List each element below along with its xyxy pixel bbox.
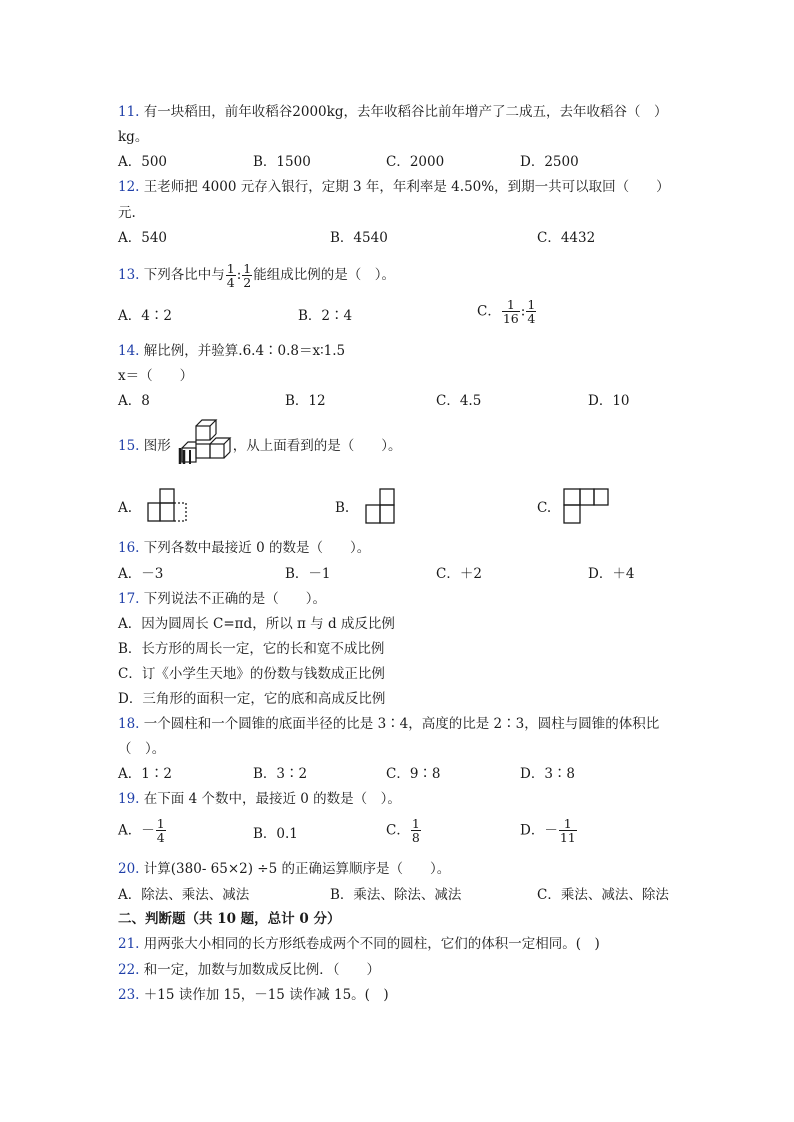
option-d: D．－ $\frac{1}{11}$ [520,816,576,845]
option-b: B．12 [285,393,326,409]
option-c: C．9∶8 [386,766,441,782]
question-text: 和一定，加数与加数成反比例．（ ） [143,962,381,978]
option-a: A．8 [118,393,150,409]
option-a: A．540 [118,230,168,246]
question-23 [118,986,389,1004]
question-number: 15. [118,438,140,454]
question-number: 14. [118,343,140,359]
question-continuation: x＝（ ） [118,368,194,384]
question-18 [118,715,659,733]
option-b: B．4540 [330,230,388,246]
option-b: B．2∶4 [298,308,353,324]
fraction: $\frac{1}{2}$ [243,261,252,290]
question-number: 13. [118,267,140,283]
question-number: 21. [118,936,140,952]
question-text: 计算(380- 65×2) ÷5 的正确运算顺序是（ ）。 [143,861,451,877]
option-b: B．0.1 [253,826,298,842]
option-c: C. [537,500,552,516]
fraction: $\frac{1}{4}$ [527,297,536,326]
option-d: D．三角形的面积一定，它的底和高成反比例 [118,691,386,707]
question-text: 下列各比中与 [143,267,225,283]
question-text: 在下面 4 个数中，最接近 0 的数是（ ）。 [143,791,401,807]
question-text: 下列说法不正确的是（ ）。 [143,591,327,607]
question-14 [118,342,345,360]
question-16 [118,539,370,557]
option-d: D．3∶8 [520,766,576,782]
fraction: $\frac{1}{11}$ [559,816,576,845]
question-number: 12. [118,179,140,195]
option-c: C．乘法、减法、除法 [537,887,669,903]
option-c: C． $\frac{1}{8}$ [386,816,420,845]
option-d: D．2500 [520,154,579,170]
ratio-colon: : [236,267,242,283]
question-text: 能组成比例的是（ ）。 [253,267,395,283]
option-b: B．乘法、除法、减法 [330,887,462,903]
question-text: 王老师把 4000 元存入银行，定期 3 年，年利率是 4.50%，到期一共可以取回（ ） [143,179,670,195]
question-number: 16. [118,540,140,556]
question-continuation: kg。 [118,129,149,145]
question-number: 23. [118,987,140,1003]
option-b: B．长方形的周长一定，它的长和宽不成比例 [118,641,385,657]
cube-stack-figure [174,418,236,470]
question-text: 下列各数中最接近 0 的数是（ ）。 [143,540,371,556]
question-21 [118,935,600,953]
option-a: A．因为圆周长 C=πd，所以 π 与 d 成反比例 [118,616,395,632]
question-12 [118,178,670,196]
option-c: C．订《小学生天地》的份数与钱数成正比例 [118,666,385,682]
option-a: A. [118,500,133,516]
question-number: 17. [118,591,140,607]
option-a: A．1∶2 [118,766,172,782]
top-view-c [562,487,614,527]
question-number: 19. [118,791,140,807]
option-c: C．2000 [386,154,445,170]
option-a: A．除法、乘法、减法 [118,887,250,903]
option-a: A．－ $\frac{1}{4}$ [118,816,165,845]
option-a: A．500 [118,154,168,170]
question-number: 18. [118,716,140,732]
question-text: 解比例，并验算.6.4∶0.8＝x∶1.5 [143,343,346,359]
option-a: A．4∶2 [118,308,172,324]
option-d: D．＋4 [588,566,635,582]
question-continuation: 元. [118,205,136,221]
top-view-b [364,487,398,527]
option-b: B. [335,500,350,516]
question-15 [118,437,402,455]
question-number: 11. [118,104,140,120]
option-c: C． $\frac{1}{16}$ : $\frac{1}{4}$ [477,297,536,326]
option-b: B．1500 [253,154,311,170]
question-text: ＋15 读作加 15，－15 读作减 15。( ) [143,987,389,1003]
fraction: $\frac{1}{16}$ [502,297,519,326]
question-number: 20. [118,861,140,877]
top-view-a [146,487,190,525]
question-11 [118,103,667,121]
question-22 [118,961,380,979]
fraction: $\frac{1}{4}$ [156,816,165,845]
option-d: D．10 [588,393,630,409]
fraction: $\frac{1}{4}$ [226,261,235,290]
question-number: 22. [118,962,140,978]
question-20 [118,860,450,878]
option-c: C．4432 [537,230,596,246]
option-c: C．＋2 [436,566,482,582]
section-title: 二、判断题（共 10 题，总计 0 分） [118,911,341,927]
question-continuation: （ ）。 [118,741,166,757]
option-b: B．－1 [285,566,331,582]
option-c: C．4.5 [436,393,482,409]
question-17 [118,590,326,608]
question-text: 图形 [143,438,171,454]
option-b: B．3∶2 [253,766,308,782]
question-text: 一个圆柱和一个圆锥的底面半径的比是 3∶4，高度的比是 2∶3，圆柱与圆锥的体积比 [143,716,660,732]
question-13 [118,262,395,289]
question-text: 有一块稻田，前年收稻谷2000kg，去年收稻谷比前年增产了二成五，去年收稻谷（ ） [143,104,668,120]
question-text: ，从上面看到的是（ ）。 [232,438,402,454]
question-19 [118,790,401,808]
question-text: 用两张大小相同的长方形纸卷成两个不同的圆柱，它们的体积一定相同。( ) [143,936,600,952]
fraction: $\frac{1}{8}$ [411,816,420,845]
option-a: A．－3 [118,566,164,582]
